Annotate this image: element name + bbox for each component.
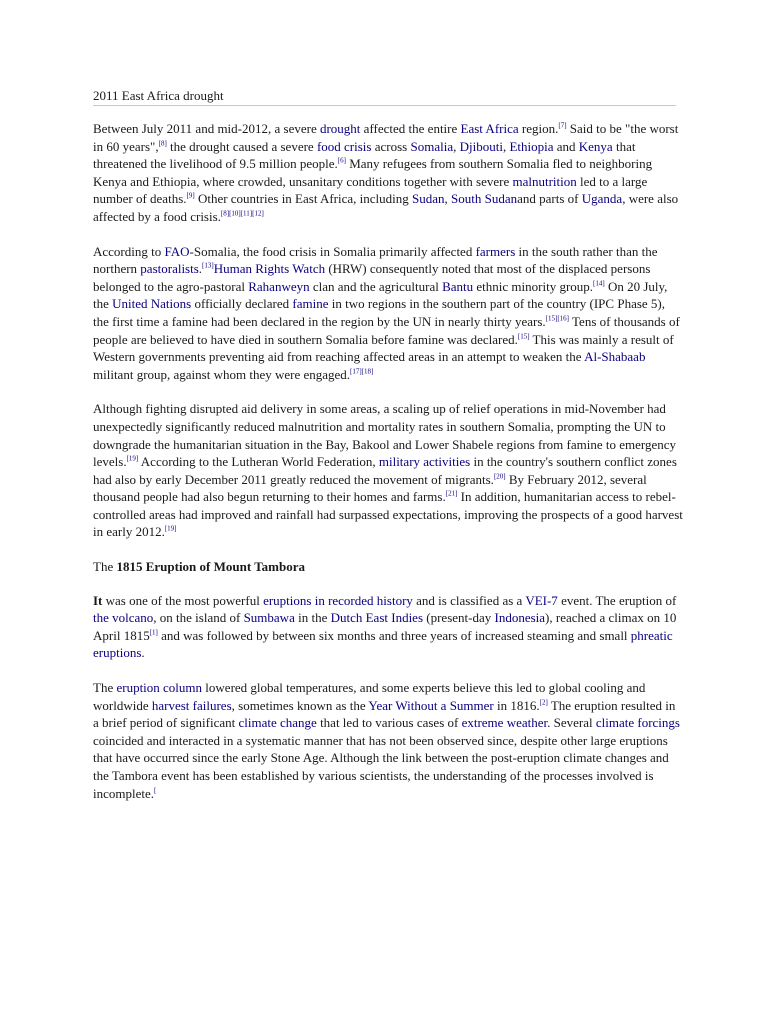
citation-ref[interactable]: [20] [493, 472, 506, 481]
text-run: The [93, 680, 117, 696]
text-run: that threatened the livelihood of 9.5 million people. [93, 138, 636, 172]
citation-ref[interactable]: [19] [126, 454, 139, 463]
page-title: 2011 East Africa drought [93, 87, 676, 106]
text-run: This was mainly a result of Western governments preventing aid from reaching affected areas in an attempt to weaken the [93, 331, 674, 365]
link-somalia[interactable]: Somalia [410, 138, 454, 154]
link-the-volcano[interactable]: the volcano [93, 610, 154, 626]
link-united-nations[interactable]: United Nations [112, 296, 192, 312]
citation-ref[interactable]: [8] [158, 139, 167, 148]
citation-ref[interactable]: [2] [539, 698, 548, 707]
text-run: officially declared [191, 296, 293, 312]
text-run: Between July 2011 and mid-2012, a severe [93, 121, 320, 136]
link-indonesia[interactable]: Indonesia [494, 610, 546, 626]
link-sudan[interactable]: Sudan [412, 191, 445, 207]
text-run: -Somalia, the food crisis in Somalia primarily affected [189, 243, 476, 259]
link-al-shabaab[interactable]: Al-Shabaab [584, 349, 646, 365]
text-run: and was followed by between six months and three years of increased steaming and small [157, 627, 631, 643]
paragraph-fao-somalia [93, 243, 683, 384]
paragraph-climate-effects [93, 679, 683, 802]
text-run: Although fighting disrupted aid delivery in some areas, a scaling up of relief operations in mid-November had unexpectedly significantly reduced malnutrition and mortality rates in southern Somalia, prompting the UN to downgrade the humanitarian situation in the Bay, Bakool and Lower Shabele regions from famine to emergency levels. [93, 401, 677, 470]
text-run: Other countries in East Africa, including [194, 191, 413, 207]
text-run: region. [518, 121, 559, 136]
link-djibouti[interactable]: Djibouti [459, 138, 503, 154]
text-run: , [453, 138, 460, 154]
text-run: ethnic minority group. [473, 278, 594, 294]
link-farmers[interactable]: farmers [475, 243, 516, 259]
text-run: Tens of thousands of people are believed to have died in southern Somalia before famine was declared. [93, 313, 680, 347]
text-run: coincided and interacted in a systematic manner that has not been observed since, despite other large eruptions that have occurred since the early Stone Age. Although the link between the post-eruption climate changes and the Tambora event has been established by various scientists, the understanding of the processes involved is incomplete. [93, 732, 669, 801]
text-run: in the country's southern conflict zones had also by early December 2011 greatly reduced the movement of migrants. [93, 454, 677, 487]
citation-ref[interactable]: [7] [558, 121, 567, 130]
bold-lead-word: It [93, 592, 103, 608]
text-run: , were also affected by a food crisis. [93, 191, 679, 224]
link-dutch-east-indies[interactable]: Dutch East Indies [330, 610, 424, 626]
paragraph-drought-intro [93, 120, 683, 226]
paragraph-relief-operations [93, 400, 683, 541]
text-run: , sometimes known as the [231, 697, 369, 713]
text-run: (HRW) consequently noted that most of the displaced persons belonged to the agro-pastoral [93, 261, 651, 294]
link-phreatic-eruptions[interactable]: phreatic eruptions [93, 627, 673, 661]
text-run: ), reached a climax on 10 April 1815 [93, 610, 677, 643]
link-military-activities[interactable]: military activities [378, 454, 471, 470]
link-human-rights-watch[interactable]: Human Rights Watch [213, 261, 326, 277]
text-run: According to the Lutheran World Federation, [138, 454, 379, 470]
text-run: The eruption resulted in a brief period of significant [93, 697, 676, 731]
heading-bold-text: 1815 Eruption of Mount Tambora [116, 559, 306, 575]
text-run: affected the entire [360, 121, 461, 136]
text-run: Said to be "the worst in 60 years", [93, 121, 679, 154]
text-run: was one of the most powerful [102, 592, 264, 608]
text-run: , on the island of [153, 610, 244, 626]
text-run: led to a large number of deaths. [93, 173, 648, 207]
citation-ref[interactable]: [19] [164, 525, 177, 534]
citation-ref[interactable]: [6] [337, 156, 346, 165]
text-run: across [371, 138, 411, 154]
citation-ref[interactable]: [8][10][11][12] [220, 209, 264, 218]
link-pastoralists[interactable]: pastoralists [140, 261, 199, 277]
link-climate-change[interactable]: climate change [238, 715, 317, 731]
text-run: in the [294, 610, 331, 626]
link-eruptions[interactable]: eruptions [263, 592, 312, 608]
citation-ref[interactable]: [1] [149, 628, 158, 637]
link-harvest-failures[interactable]: harvest failures [151, 697, 232, 713]
link-extreme-weather[interactable]: extreme weather [461, 715, 548, 731]
text-run: the drought caused a severe [166, 138, 317, 154]
link-famine[interactable]: famine [292, 296, 329, 312]
link-sumbawa[interactable]: Sumbawa [243, 610, 295, 626]
citation-ref[interactable]: [15] [517, 332, 530, 341]
text-run: that led to various cases of [316, 715, 462, 731]
text-run: In addition, humanitarian access to rebel-controlled areas had improved and rainfall had surpassed expectations, improving the prospects of a good harvest in early 2012. [93, 489, 683, 540]
text-run: in the south rather than the northern [93, 243, 658, 277]
text-run: (present-day [423, 610, 495, 626]
link-south-sudan[interactable]: South Sudan [451, 191, 518, 207]
link-fao[interactable]: FAO [164, 243, 190, 259]
text-run: event. The eruption of [557, 592, 677, 608]
text-run: and parts of [517, 191, 582, 207]
citation-ref[interactable]: [14] [593, 279, 605, 288]
link-year-without-a-summer[interactable]: Year Without a Summer [368, 697, 494, 713]
link-food-crisis[interactable]: food crisis [316, 138, 372, 154]
paragraph-tambora-eruption [93, 592, 683, 662]
heading-prefix: The [93, 559, 117, 575]
citation-ref[interactable]: [21] [445, 489, 458, 498]
article-body [93, 120, 683, 819]
text-run: and [553, 138, 579, 154]
link-kenya[interactable]: Kenya [578, 138, 613, 154]
text-run: , [502, 138, 510, 154]
text-run: . [198, 261, 203, 277]
citation-ref[interactable]: [13] [202, 261, 214, 270]
text-run: in two regions in the southern part of the country (IPC Phase 5), the first time a famine had been declared in the region by the UN in nearly thirty years. [93, 296, 665, 329]
link-vei-7[interactable]: VEI-7 [525, 592, 558, 608]
citation-ref[interactable]: [15][16] [545, 314, 569, 323]
link-climate-forcings[interactable]: climate forcings [595, 715, 680, 731]
link-eruption-column[interactable]: eruption column [116, 680, 203, 696]
text-run: . Several [547, 715, 596, 731]
text-run: lowered global temperatures, and some experts believe this led to global cooling and worldwide [93, 680, 646, 713]
link-in-recorded-history[interactable]: in recorded history [314, 592, 413, 608]
link-drought[interactable]: drought [319, 121, 361, 136]
text-run: Many refugees from southern Somalia fled to neighboring Kenya and Ethiopia, where crowded, unsanitary conditions together with severe [93, 156, 653, 189]
citation-ref[interactable]: [9] [186, 192, 195, 201]
text-run: , [444, 191, 452, 207]
citation-ref[interactable]: [17][18] [350, 367, 374, 376]
text-run: According to [93, 243, 165, 259]
text-run: . [141, 645, 145, 661]
text-run: in 1816. [493, 697, 540, 713]
link-bantu[interactable]: Bantu [442, 278, 474, 294]
text-run: By February 2012, several thousand people had also begun returning to their homes and farms. [93, 471, 647, 505]
text-run: militant group, against whom they were engaged. [93, 366, 351, 382]
link-uganda[interactable]: Uganda [581, 191, 623, 207]
link-malnutrition[interactable]: malnutrition [512, 173, 577, 189]
text-run: On 20 July, the [93, 278, 668, 312]
text-run: clan and the agricultural [309, 278, 443, 294]
text-run: and is classified as a [412, 592, 526, 608]
link-rahanweyn[interactable]: Rahanweyn [248, 278, 310, 294]
citation-ref[interactable]: [ [154, 786, 157, 795]
link-ethiopia[interactable]: Ethiopia [509, 138, 554, 154]
link-east-africa[interactable]: East Africa [460, 121, 519, 136]
section-heading-tambora [93, 558, 683, 576]
